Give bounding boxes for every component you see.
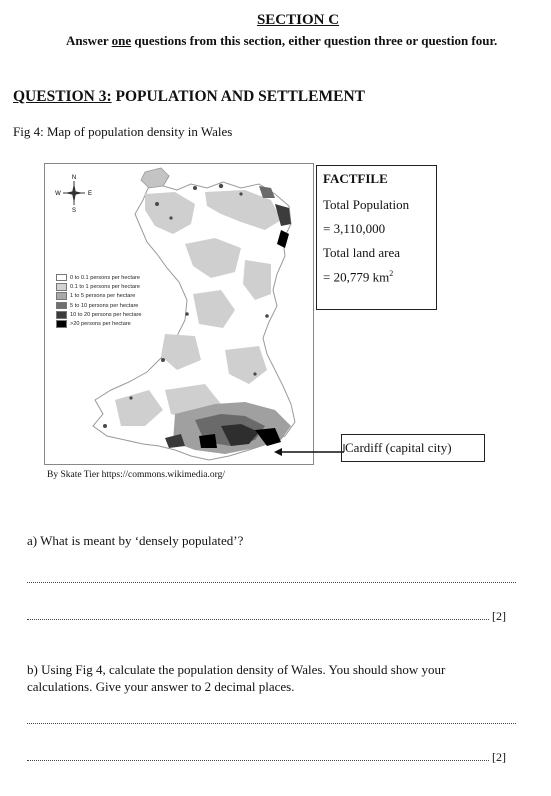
legend-label: 5 to 10 persons per hectare bbox=[70, 302, 139, 309]
population-value: = 3,110,000 bbox=[323, 221, 386, 236]
question-title bbox=[13, 88, 365, 106]
legend-item bbox=[56, 292, 142, 301]
legend-swatch bbox=[56, 283, 67, 291]
legend-item bbox=[56, 310, 142, 319]
legend-item bbox=[56, 301, 142, 310]
figure-caption: Fig 4: Map of population density in Wales bbox=[13, 124, 233, 139]
instruction-before: Answer bbox=[66, 33, 112, 48]
answer-line-a1[interactable] bbox=[27, 582, 516, 583]
legend-item bbox=[56, 319, 142, 328]
legend-label: 1 to 5 persons per hectare bbox=[70, 293, 136, 300]
legend-swatch bbox=[56, 292, 67, 300]
compass-e: E bbox=[87, 191, 93, 197]
section-title: SECTION C bbox=[256, 12, 340, 28]
area-value bbox=[323, 269, 430, 285]
legend-label: 0 to 0.1 persons per hectare bbox=[70, 274, 140, 281]
figure-credit: By Skate Tier https://commons.wikimedia.org/ bbox=[47, 470, 225, 480]
legend-label: >20 persons per hectare bbox=[70, 321, 131, 328]
legend-item bbox=[56, 282, 142, 291]
factfile-title: FACTFILE bbox=[323, 171, 388, 186]
compass-s: S bbox=[71, 208, 77, 214]
area-value-text: = 20,779 km bbox=[323, 269, 390, 285]
legend-label: 0.1 to 1 persons per hectare bbox=[70, 283, 140, 290]
area-unit-sup: 2 bbox=[389, 269, 394, 278]
compass-n: N bbox=[71, 175, 77, 181]
answer-line-b1[interactable] bbox=[27, 723, 516, 724]
question-number: QUESTION 3: bbox=[13, 88, 112, 105]
instruction-after: questions from this section, either question three or question four. bbox=[131, 33, 498, 48]
answer-line-a2[interactable] bbox=[27, 619, 489, 620]
legend-swatch bbox=[56, 302, 67, 310]
compass-rose-icon bbox=[54, 171, 94, 215]
legend-item bbox=[56, 273, 142, 282]
question-topic: POPULATION AND SETTLEMENT bbox=[111, 88, 365, 105]
question-a-text: a) What is meant by ‘densely populated’? bbox=[27, 533, 244, 548]
instruction-underlined: one bbox=[111, 33, 132, 48]
answer-line-b2[interactable] bbox=[27, 760, 489, 761]
section-instructions bbox=[66, 33, 497, 49]
anglesey bbox=[141, 168, 169, 188]
question-b-text: b) Using Fig 4, calculate the population density of Wales. You should show your calculations. Give your answer to 2 decimal places. bbox=[27, 662, 446, 694]
legend-swatch bbox=[56, 311, 67, 319]
cardiff-label-box: Cardiff (capital city) bbox=[341, 434, 485, 462]
area-label: Total land area bbox=[323, 245, 401, 260]
legend-swatch bbox=[56, 320, 67, 328]
legend-label: 10 to 20 persons per hectare bbox=[70, 311, 142, 318]
question-b-mark: [2] bbox=[492, 750, 506, 764]
factfile-box bbox=[316, 165, 437, 310]
question-a-mark: [2] bbox=[492, 609, 506, 623]
population-label: Total Population bbox=[323, 197, 410, 212]
cardiff-arrow-icon bbox=[270, 440, 345, 460]
map-legend bbox=[56, 273, 142, 329]
compass-w: W bbox=[55, 191, 61, 197]
legend-swatch bbox=[56, 274, 67, 282]
